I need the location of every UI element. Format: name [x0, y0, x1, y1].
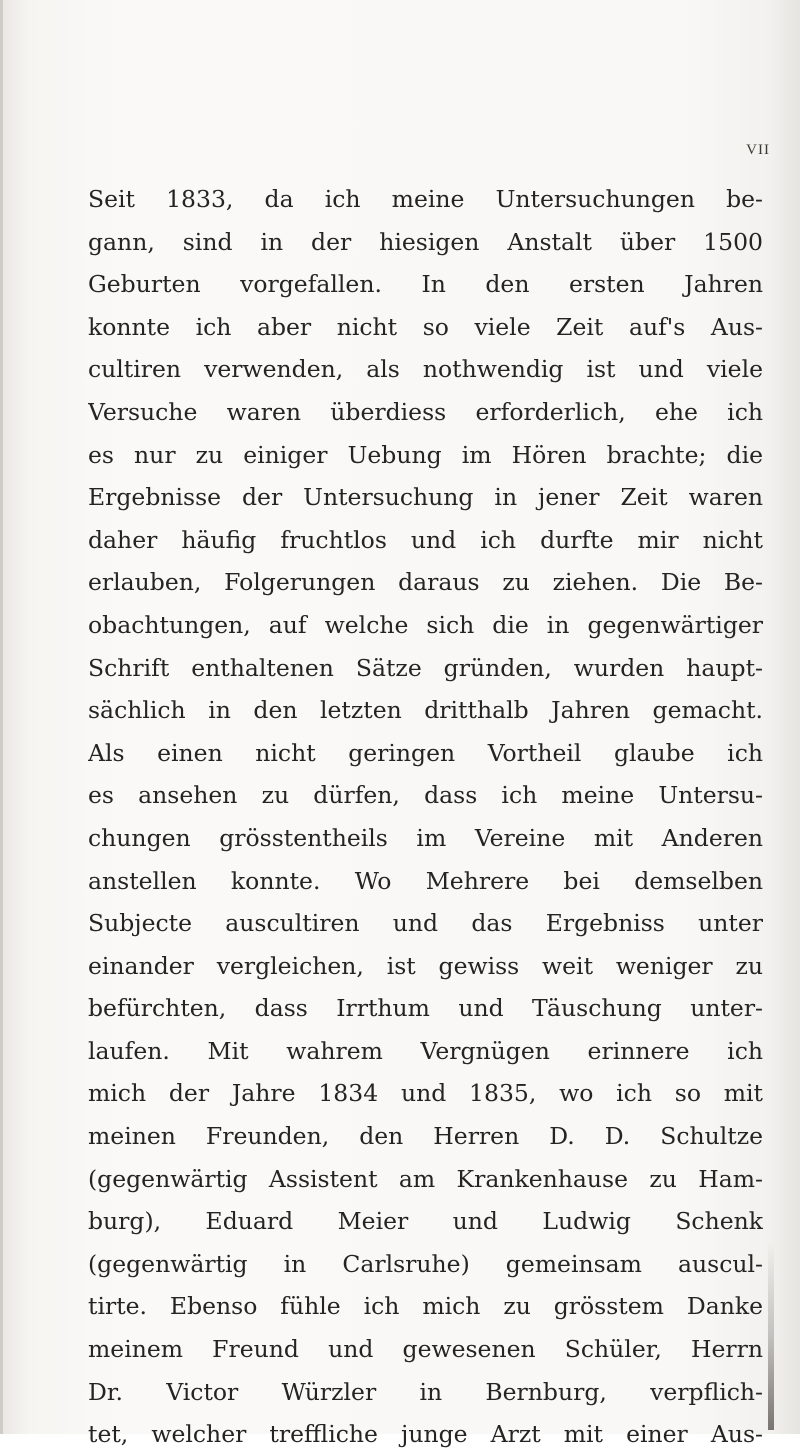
- page-edge-shadow: [0, 0, 3, 1434]
- text-line: Geburten vorgefallen. In den ersten Jahren: [88, 270, 763, 299]
- text-line: meinen Freunden, den Herren D. D. Schultze: [88, 1122, 763, 1151]
- text-line: tirte. Ebenso fühle ich mich zu grösstem Danke: [88, 1292, 763, 1321]
- text-line: anstellen konnte. Wo Mehrere bei demselben: [88, 866, 763, 895]
- text-line: (gegenwärtig in Carlsruhe) gemeinsam auscul-: [88, 1249, 763, 1278]
- text-line: mich der Jahre 1834 und 1835, wo ich so mit: [88, 1079, 763, 1108]
- text-line: obachtungen, auf welche sich die in gegenwärtiger: [88, 610, 763, 639]
- page-edge-mark: [768, 1240, 774, 1430]
- text-line: sächlich in den letzten dritthalb Jahren gemacht.: [88, 696, 763, 725]
- text-line: meinem Freund und gewesenen Schüler, Herrn: [88, 1335, 763, 1364]
- text-line: Als einen nicht geringen Vortheil glaube ich: [88, 738, 763, 767]
- text-line: es ansehen zu dürfen, dass ich meine Untersu-: [88, 781, 763, 810]
- text-line: konnte ich aber nicht so viele Zeit auf's Aus-: [88, 312, 763, 341]
- text-line: Ergebnisse der Untersuchung in jener Zeit waren: [88, 483, 763, 512]
- text-line: Schrift enthaltenen Sätze gründen, wurden haupt-: [88, 653, 763, 682]
- text-line: erlauben, Folgerungen daraus zu ziehen. Die Be-: [88, 568, 763, 597]
- text-line: burg), Eduard Meier und Ludwig Schenk: [88, 1207, 763, 1236]
- text-line: daher häufig fruchtlos und ich durfte mir nicht: [88, 525, 763, 554]
- body-text: [88, 178, 763, 1456]
- text-line: (gegenwärtig Assistent am Krankenhause zu Ham-: [88, 1164, 763, 1193]
- text-line: tet, welcher treffliche junge Arzt mit einer Aus-: [88, 1420, 763, 1449]
- text-line: chungen grösstentheils im Vereine mit Anderen: [88, 823, 763, 852]
- text-line: es nur zu einiger Uebung im Hören brachte; die: [88, 440, 763, 469]
- text-line: laufen. Mit wahrem Vergnügen erinnere ich: [88, 1036, 763, 1065]
- text-line: Versuche waren überdiess erforderlich, ehe ich: [88, 397, 763, 426]
- text-line: gann, sind in der hiesigen Anstalt über 1500: [88, 227, 763, 256]
- text-line: einander vergleichen, ist gewiss weit weniger zu: [88, 951, 763, 980]
- page-number: VII: [746, 142, 770, 158]
- text-line: Subjecte auscultiren und das Ergebniss unter: [88, 909, 763, 938]
- text-line: Seit 1833, da ich meine Untersuchungen be-: [88, 185, 763, 213]
- text-line: Dr. Victor Würzler in Bernburg, verpflich-: [88, 1377, 763, 1406]
- text-line: befürchten, dass Irrthum und Täuschung unter-: [88, 994, 763, 1023]
- text-line: cultiren verwenden, als nothwendig ist und viele: [88, 355, 763, 384]
